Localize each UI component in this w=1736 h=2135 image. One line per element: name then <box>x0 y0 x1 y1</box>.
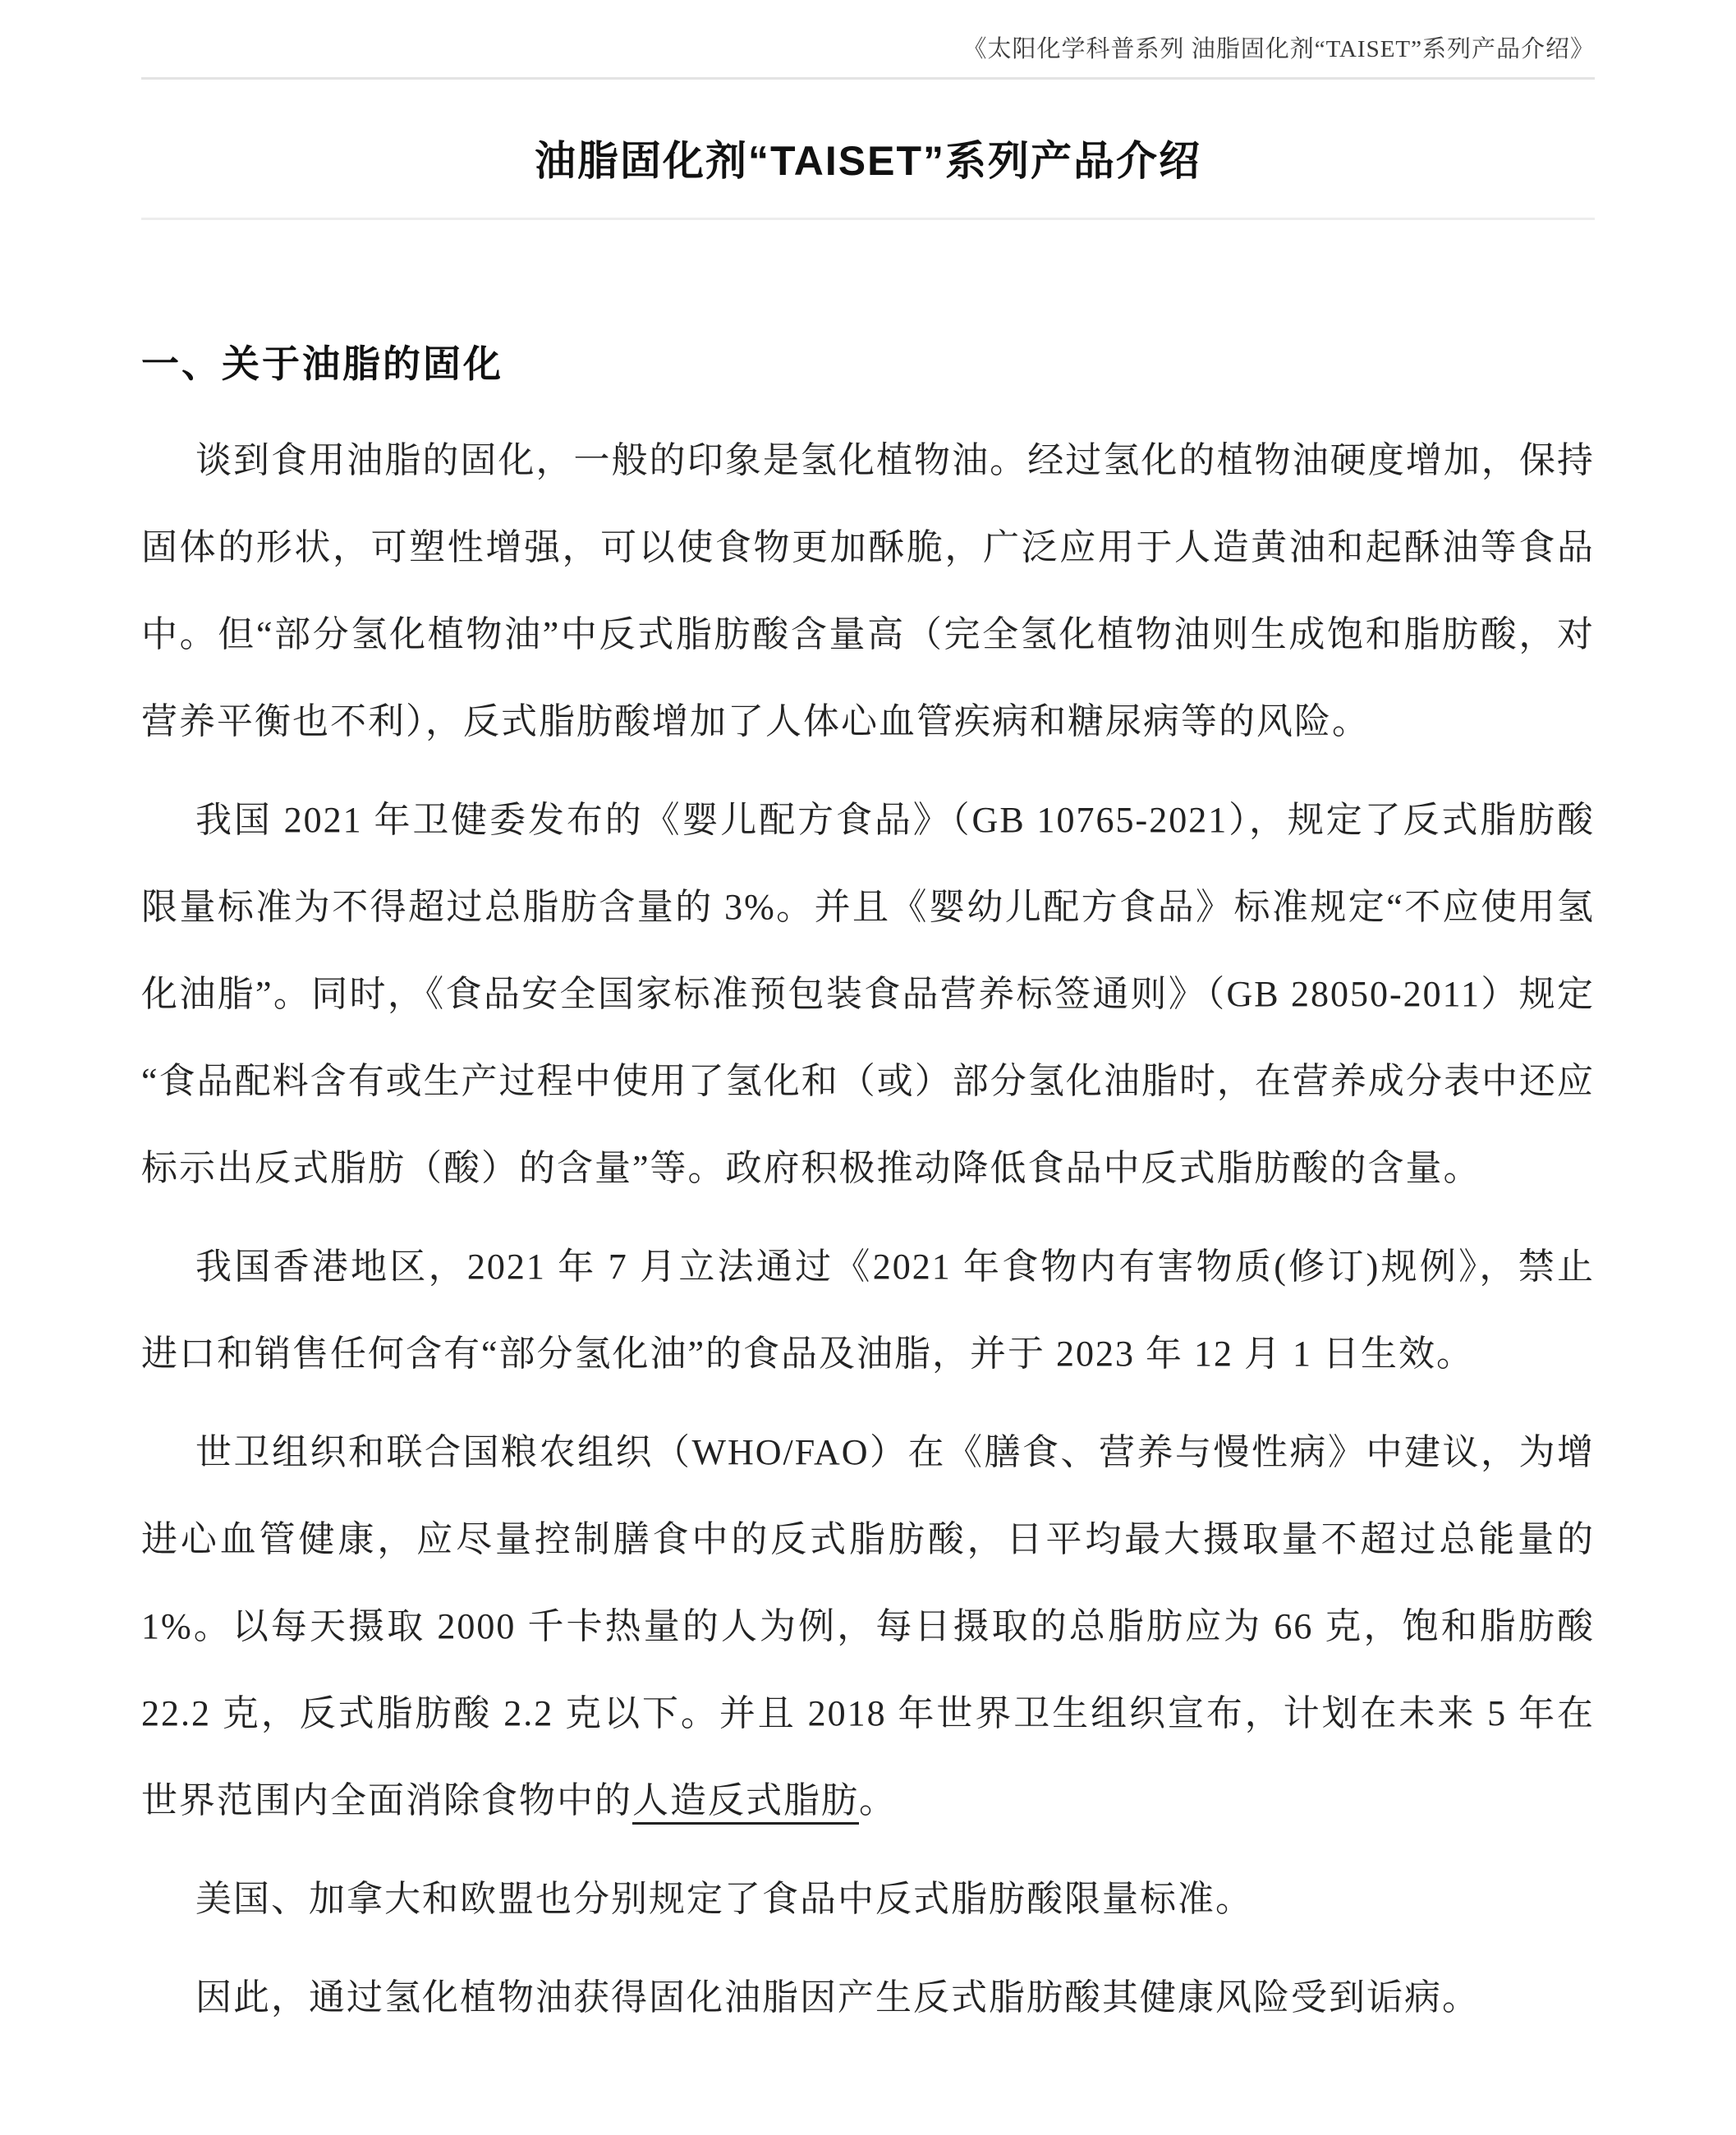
paragraph-china-standards: 我国 2021 年卫健委发布的《婴儿配方食品》（GB 10765-2021），规定了反式脂肪酸限量标准为不得超过总脂肪含量的 3%。并且《婴幼儿配方食品》标准规定“不应使用氢化油脂”。同时，《食品安全国家标准预包装食品营养标签通则》（GB 28050-2011）规定“食品配料含有或生产过程中使用了氢化和（或）部分氢化油脂时，在营养成分表中还应标示出反式脂肪（酸）的含量”等。政府积极推动降低食品中反式脂肪酸的含量。 <box>141 800 1595 1189</box>
who-fao-text-end: 。 <box>859 1780 897 1821</box>
header-divider <box>141 77 1595 80</box>
paragraph-us-canada-eu: 美国、加拿大和欧盟也分别规定了食品中反式脂肪酸限量标准。 <box>195 1879 1253 1920</box>
underlined-artificial-trans-fat: 人造反式脂肪 <box>632 1780 859 1821</box>
paragraph-conclusion: 因此，通过氢化植物油获得固化油脂因产生反式脂肪酸其健康风险受到诟病。 <box>195 1977 1480 2018</box>
paragraph-hydrogenation-intro: 谈到食用油脂的固化，一般的印象是氢化植物油。经过氢化的植物油硬度增加，保持固体的形状，可塑性增强，可以使食物更加酥脆，广泛应用于人造黄油和起酥油等食品中。但“部分氢化植物油”中反式脂肪酸含量高（完全氢化植物油则生成饱和脂肪酸，对营养平衡也不利），反式脂肪酸增加了人体心血管疾病和糖尿病等的风险。 <box>141 440 1595 742</box>
paragraph-hongkong-regulation: 我国香港地区，2021 年 7 月立法通过《2021 年食物内有害物质(修订)规例》，禁止进口和销售任何含有“部分氢化油”的食品及油脂，并于 2023 年 12 月 1 日生效。 <box>141 1247 1595 1375</box>
paragraph-who-fao-advice <box>141 1409 1595 1844</box>
who-fao-text: 世卫组织和联合国粮农组织（WHO/FAO）在《膳食、营养与慢性病》中建议，为增进心血管健康，应尽量控制膳食中的反式脂肪酸，日平均最大摄取量不超过总能量的 1%。以每天摄取 2000 千卡热量的人为例，每日摄取的总脂肪应为 66 克，饱和脂肪酸 22.2 克，反式脂肪酸 2.2 克以下。并且 2018 年世界卫生组织宣布，计划在未来 5 年在世界范围内全面消除食物中的 <box>141 1432 1595 1821</box>
section-heading: 一、关于油脂的固化 <box>141 342 503 385</box>
document-body <box>141 417 1595 2041</box>
title-divider <box>141 218 1595 220</box>
page-header: 《太阳化学科普系列 油脂固化剂“TAISET”系列产品介绍》 <box>962 36 1595 62</box>
document-title: 油脂固化剂“TAISET”系列产品介绍 <box>534 138 1202 184</box>
